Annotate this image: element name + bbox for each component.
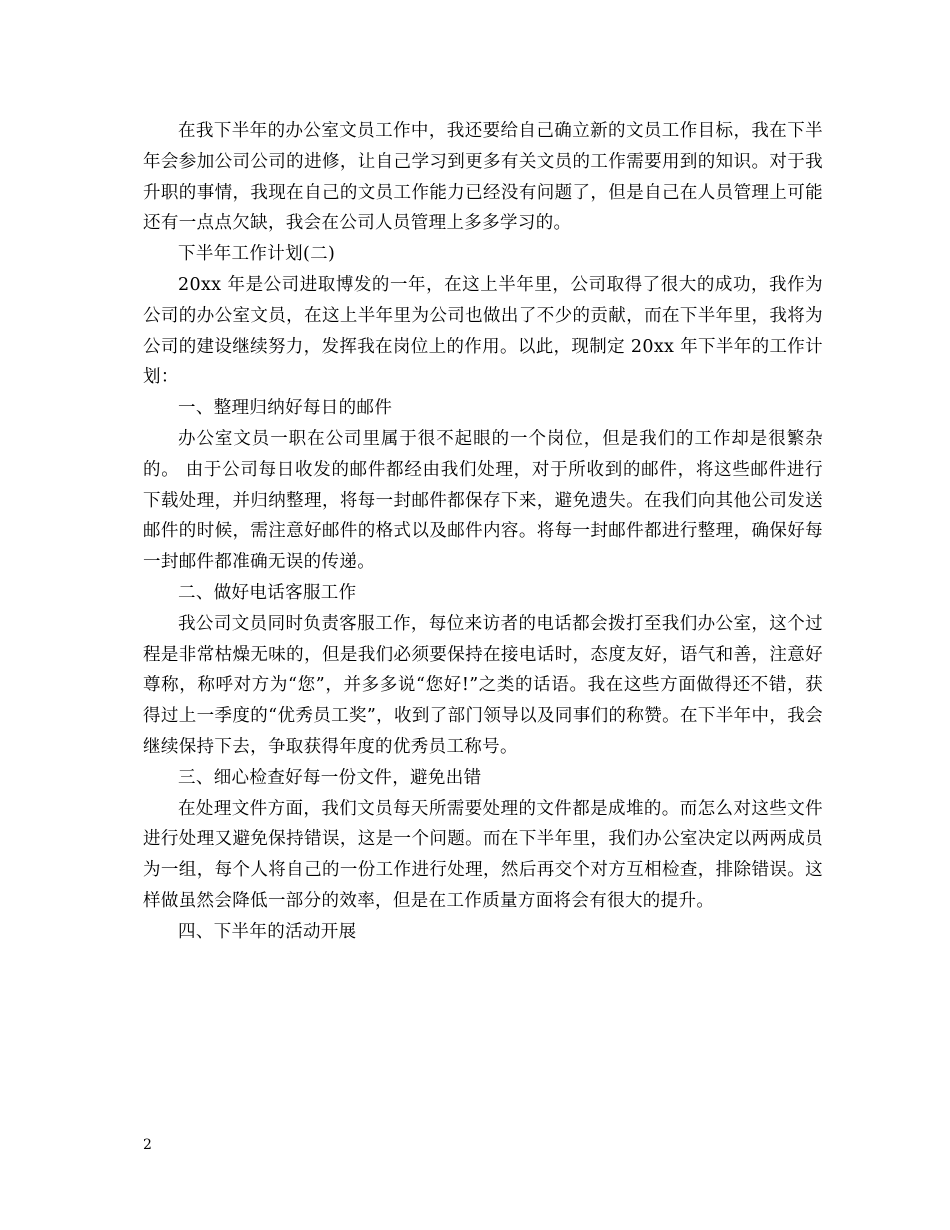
document-body <box>143 116 823 948</box>
page-number: 2 <box>143 1137 152 1153</box>
section-heading-activities: 四、下半年的活动开展 <box>178 921 357 942</box>
paragraph-documents: 在处理文件方面，我们文员每天所需要处理的文件都是成堆的。而怎么对这些文件进行处理又避免保持错误，这是一个问题。而在下半年里，我们办公室决定以两两成员为一组，每个人将自己的一份工作进行处理，然后再交个对方互相检查，排除错误。这样做虽然会降低一部分的效率，但是在工作质量方面将会有很大的提升。 <box>143 798 823 911</box>
paragraph-overview: 20xx 年是公司进取博发的一年，在这上半年里，公司取得了很大的成功，我作为公司的办公室文员，在这上半年里为公司也做出了不少的贡献，而在下半年里，我将为公司的建设继续努力，发挥我在岗位上的作用。以此，现制定 20xx 年下半年的工作计划： <box>143 274 823 388</box>
section-heading-phone: 二、做好电话客服工作 <box>178 582 357 603</box>
section-heading-documents: 三、细心检查好每一份文件，避免出错 <box>178 767 482 788</box>
paragraph-email: 办公室文员一职在公司里属于很不起眼的一个岗位，但是我们的工作却是很繁杂的。 由于公司每日收发的邮件都经由我们处理，对于所收到的邮件，将这些邮件进行下载处理，并归纳整理，将每一封邮件都保存下来，避免遗失。在我们向其他公司发送邮件的时候，需注意好邮件的格式以及邮件内容。将每一封邮件都进行整理，确保好每一封邮件都准确无误的传递。 <box>143 428 823 573</box>
section-heading-email: 一、整理归纳好每日的邮件 <box>178 398 393 419</box>
paragraph-intro: 在我下半年的办公室文员工作中，我还要给自己确立新的文员工作目标，我在下半年会参加公司公司的进修，让自己学习到更多有关文员的工作需要用到的知识。对于我升职的事情，我现在自己的文员工作能力已经没有问题了，但是自己在人员管理上可能还有一点点欠缺，我会在公司人员管理上多多学习的。 <box>143 121 823 234</box>
section-title-plan-two: 下半年工作计划(二) <box>178 244 336 265</box>
paragraph-phone: 我公司文员同时负责客服工作，每位来访者的电话都会拨打至我们办公室，这个过程是非常枯燥无味的，但是我们必须要保持在接电话时，态度友好，语气和善，注意好尊称，称呼对方为“您”，并多多说“您好!”之类的话语。我在这些方面做得还不错，获得过上一季度的“优秀员工奖”，收到了部门领导以及同事们的称赞。在下半年中，我会继续保持下去，争取获得年度的优秀员工称号。 <box>143 613 823 757</box>
